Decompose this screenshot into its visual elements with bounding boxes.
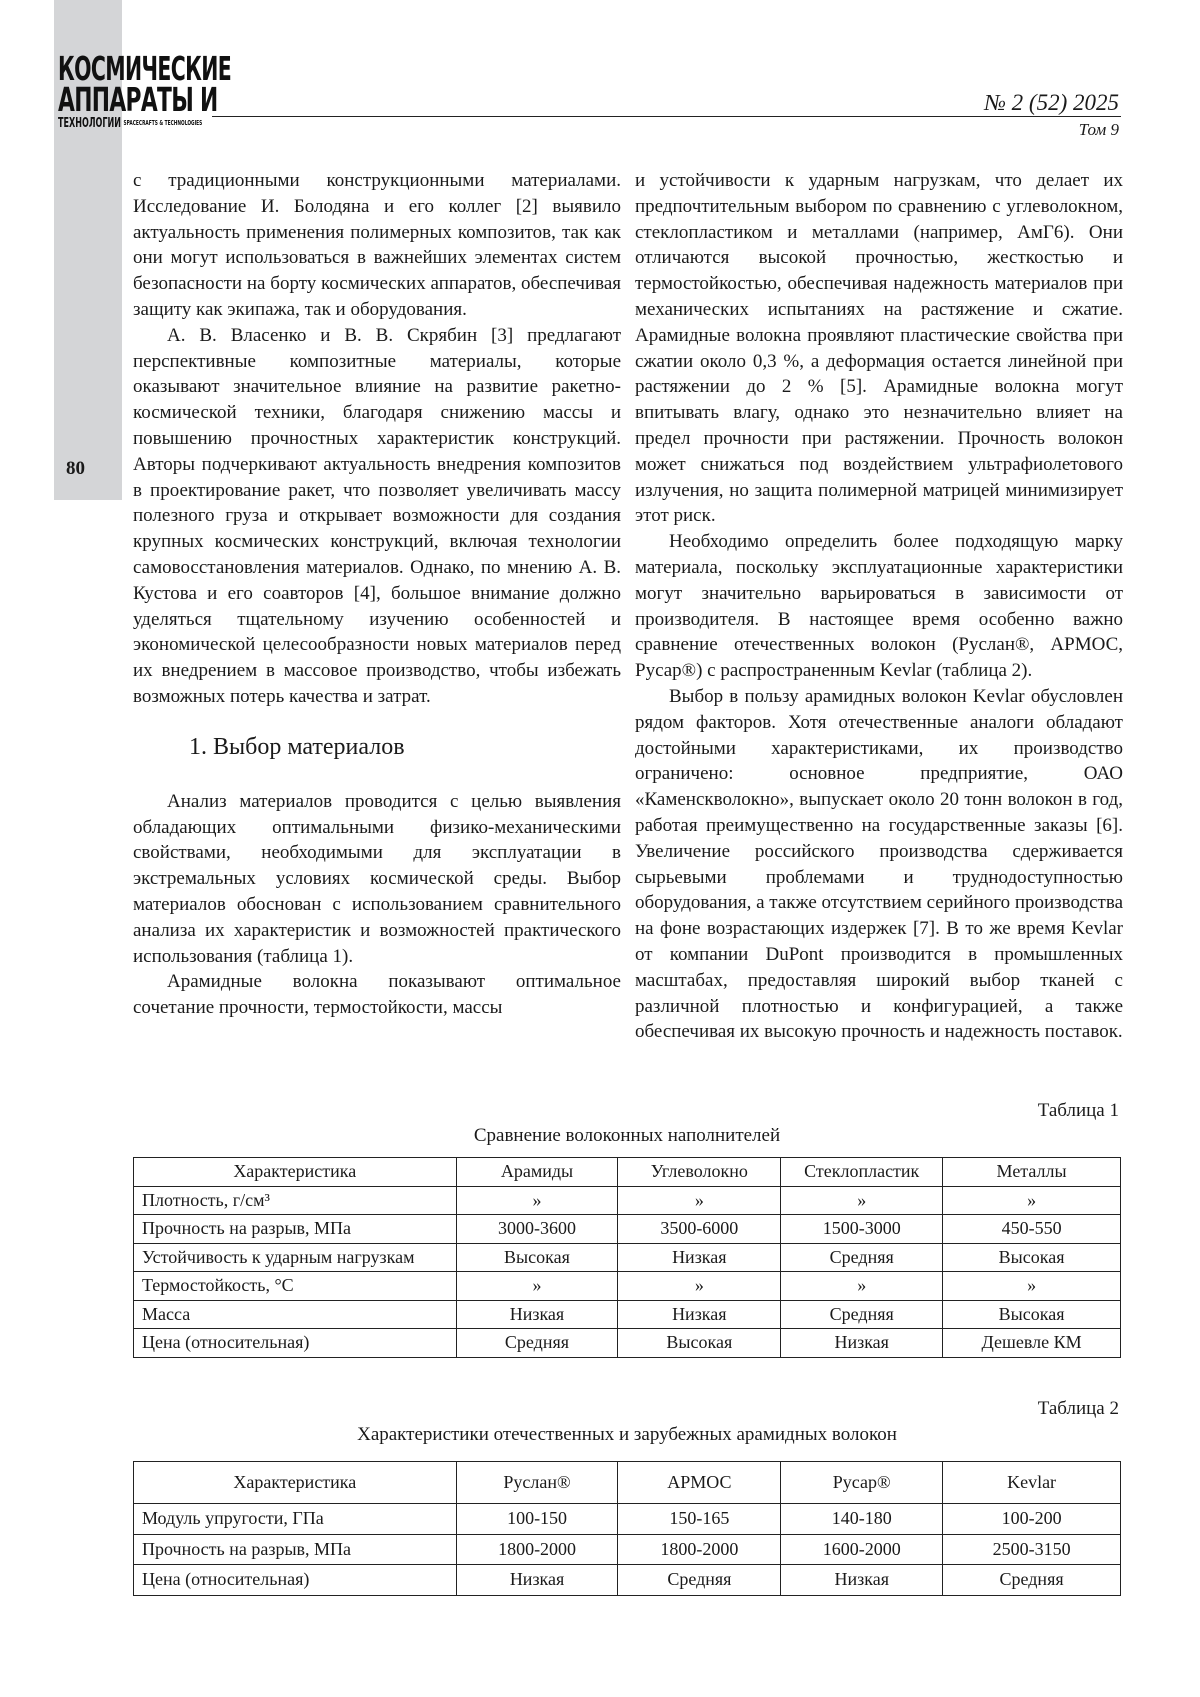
header-cell: Русар® xyxy=(781,1462,943,1504)
table-row xyxy=(134,1565,1121,1596)
header-cell: Характеристика xyxy=(134,1462,457,1504)
paragraph: Арамидные волокна показывают оптимальное сочетание прочности, термостойкости, массы xyxy=(133,971,621,1019)
table-cell: 150-165 xyxy=(618,1504,781,1535)
table-cell: 1500-3000 xyxy=(781,1215,943,1244)
row-label: Устойчивость к ударным нагрузкам xyxy=(134,1243,457,1272)
header-rule xyxy=(212,116,1121,117)
table-row xyxy=(134,1186,1121,1215)
paragraph: А. В. Власенко и В. В. Скрябин [3] предлагают перспективные композитные материалы, которые оказывают значительное влияние на развитие ракетно-космической техники, благодаря снижению массы и повышению прочностных характеристик конструкций. Авторы подчеркивают актуальность внедрения композитов в проектирование ракет, что позволяет увеличивать массу полезного груза и открывает возможности для создания крупных космических конструкций, включая технологии самовосстановления материалов. Однако, по мнению А. В. Кустова и его соавторов [4], большое внимание должно уделяться тщательному изучению особенностей и экономической целесообразности новых материалов перед их внедрением в массовое производство, чтобы избежать возможных потерь качества и затрат. xyxy=(133,324,621,707)
logo-line-3 xyxy=(58,116,203,131)
right-column xyxy=(635,168,1123,1045)
table-cell: Низкая xyxy=(618,1243,781,1272)
table-row xyxy=(134,1329,1121,1358)
volume-number: Том 9 xyxy=(1078,120,1119,139)
row-label: Прочность на разрыв, МПа xyxy=(134,1534,457,1565)
table-cell: Средняя xyxy=(618,1565,781,1596)
table-cell: 100-150 xyxy=(456,1504,618,1535)
section-heading: 1. Выбор материалов xyxy=(189,733,405,760)
table-cell: » xyxy=(781,1272,943,1301)
table-cell: » xyxy=(618,1186,781,1215)
table-cell: 140-180 xyxy=(781,1504,943,1535)
table-cell: » xyxy=(456,1272,618,1301)
paragraph: Необходимо определить более подходящую марку материала, поскольку эксплуатационные характеристики могут значительно варьироваться в зависимости от производителя. В настоящее время особенно важно сравнение отечественных волокон (Руслан®, АРМОС, Русар®) с распространенным Kevlar (таблица 2). xyxy=(635,531,1123,682)
logo-line-1: КОСМИЧЕСКИЕ xyxy=(58,49,232,88)
journal-logo xyxy=(58,49,232,150)
table-cell: Средняя xyxy=(781,1243,943,1272)
table-cell: Высокая xyxy=(456,1243,618,1272)
table-cell: Средняя xyxy=(781,1300,943,1329)
row-label: Прочность на разрыв, МПа xyxy=(134,1215,457,1244)
row-label: Модуль упругости, ГПа xyxy=(134,1504,457,1535)
table-cell: » xyxy=(618,1272,781,1301)
table-cell: Средняя xyxy=(456,1329,618,1358)
header-cell: Kevlar xyxy=(943,1462,1121,1504)
table-cell: Низкая xyxy=(781,1565,943,1596)
logo-line-2: АППАРАТЫ И xyxy=(58,80,218,119)
table2 xyxy=(133,1461,1121,1596)
page-number: 80 xyxy=(66,458,85,479)
table-cell: 3000-3600 xyxy=(456,1215,618,1244)
header-cell: Стеклопластик xyxy=(781,1158,943,1187)
table-header-row xyxy=(134,1158,1121,1187)
table-row xyxy=(134,1215,1121,1244)
table-row xyxy=(134,1272,1121,1301)
table-cell: Средняя xyxy=(943,1565,1121,1596)
issue-number: № 2 (52) 2025 xyxy=(984,90,1119,115)
left-column xyxy=(133,168,621,1021)
table-cell: Высокая xyxy=(943,1243,1121,1272)
table-row xyxy=(134,1300,1121,1329)
header-cell: Характеристика xyxy=(134,1158,457,1187)
table-cell: Низкая xyxy=(456,1300,618,1329)
table-cell: Высокая xyxy=(943,1300,1121,1329)
table-cell: 2500-3150 xyxy=(943,1534,1121,1565)
paragraph: Выбор в пользу арамидных волокон Kevlar обусловлен рядом факторов. Хотя отечественные аналоги обладают достойными характеристиками, их производство ограничено: основное предприятие, ОАО «Каменскволокно», выпускает около 20 тонн волокон в год, работая преимущественно на государственные заказы [6]. Увеличение российского производства сдерживается сырьевыми проблемами и труднодоступностью оборудования, а также отсутствием серийного производства на фоне возрастающих издержек [7]. В то же время Kevlar от компании DuPont производится в промышленных масштабах, предоставляя широкий выбор тканей с различной плотностью и конфигурацией, а также обеспечивая их высокую прочность и надежность поставок. xyxy=(635,685,1124,1043)
row-label: Плотность, г/см³ xyxy=(134,1186,457,1215)
table-row xyxy=(134,1534,1121,1565)
row-label: Цена (относительная) xyxy=(134,1565,457,1596)
table-cell: 1800-2000 xyxy=(618,1534,781,1565)
header-cell: АРМОС xyxy=(618,1462,781,1504)
table-cell: 450-550 xyxy=(943,1215,1121,1244)
table-row xyxy=(134,1243,1121,1272)
header-cell: Руслан® xyxy=(456,1462,618,1504)
row-label: Цена (относительная) xyxy=(134,1329,457,1358)
table-cell: » xyxy=(943,1186,1121,1215)
header-cell: Металлы xyxy=(943,1158,1121,1187)
table-cell: » xyxy=(781,1186,943,1215)
header-cell: Арамиды xyxy=(456,1158,618,1187)
table-cell: 100-200 xyxy=(943,1504,1121,1535)
table1-label: Таблица 1 xyxy=(1037,1100,1119,1121)
table1-title: Сравнение волоконных наполнителей xyxy=(473,1125,781,1146)
header-cell: Углеволокно xyxy=(618,1158,781,1187)
paragraph: и устойчивости к ударным нагрузкам, что делает их предпочтительным выбором по сравнению с углеволокном, стеклопластиком и металлами (например, АмГ6). Они отличаются высокой прочностью, жесткостью и термостойкостью, обеспечивая надежность материалов при механических испытаниях на растяжение и сжатие. Арамидные волокна проявляют пластические свойства при сжатии около 0,3 %, а деформация остается линейной при растяжении до 2 % [5]. Арамидные волокна могут впитывать влагу, однако это незначительно влияет на предел прочности при растяжении. Прочность волокон может снижаться под воздействием ультрафиолетового излучения, но защита полимерной матрицей минимизирует этот риск. xyxy=(635,170,1123,527)
table-cell: Низкая xyxy=(781,1329,943,1358)
table1 xyxy=(133,1157,1121,1358)
table2-title: Характеристики отечественных и зарубежных арамидных волокон xyxy=(357,1424,897,1445)
table2-label: Таблица 2 xyxy=(1037,1398,1119,1419)
table-cell: 1800-2000 xyxy=(456,1534,618,1565)
table-cell: Высокая xyxy=(618,1329,781,1358)
row-label: Масса xyxy=(134,1300,457,1329)
table-cell: » xyxy=(456,1186,618,1215)
table-cell: Дешевле КМ xyxy=(943,1329,1121,1358)
logo-line-3-en: SPACECRAFTS & TECHNOLOGIES xyxy=(123,118,203,127)
table-cell: Низкая xyxy=(456,1565,618,1596)
table-cell: 3500-6000 xyxy=(618,1215,781,1244)
table-cell: » xyxy=(943,1272,1121,1301)
table-header-row xyxy=(134,1462,1121,1504)
table-cell: Низкая xyxy=(618,1300,781,1329)
table-cell: 1600-2000 xyxy=(781,1534,943,1565)
logo-line-3-ru: ТЕХНОЛОГИИ xyxy=(58,116,121,131)
paragraph: с традиционными конструкционными материалами. Исследование И. Болодяна и его коллег [2] выявило актуальность применения полимерных композитов, так как они могут использоваться в важнейших элементах систем безопасности на борту космических аппаратов, обеспечивая защиту как экипажа, так и оборудования. xyxy=(133,170,621,320)
paragraph: Анализ материалов проводится с целью выявления обладающих оптимальными физико-механическими свойствами, необходимыми для эксплуатации в экстремальных условиях космической среды. Выбор материалов обоснован с использованием сравнительного анализа их характеристик и возможностей практического использования (таблица 1). xyxy=(133,790,621,967)
table-row xyxy=(134,1504,1121,1535)
row-label: Термостойкость, °С xyxy=(134,1272,457,1301)
